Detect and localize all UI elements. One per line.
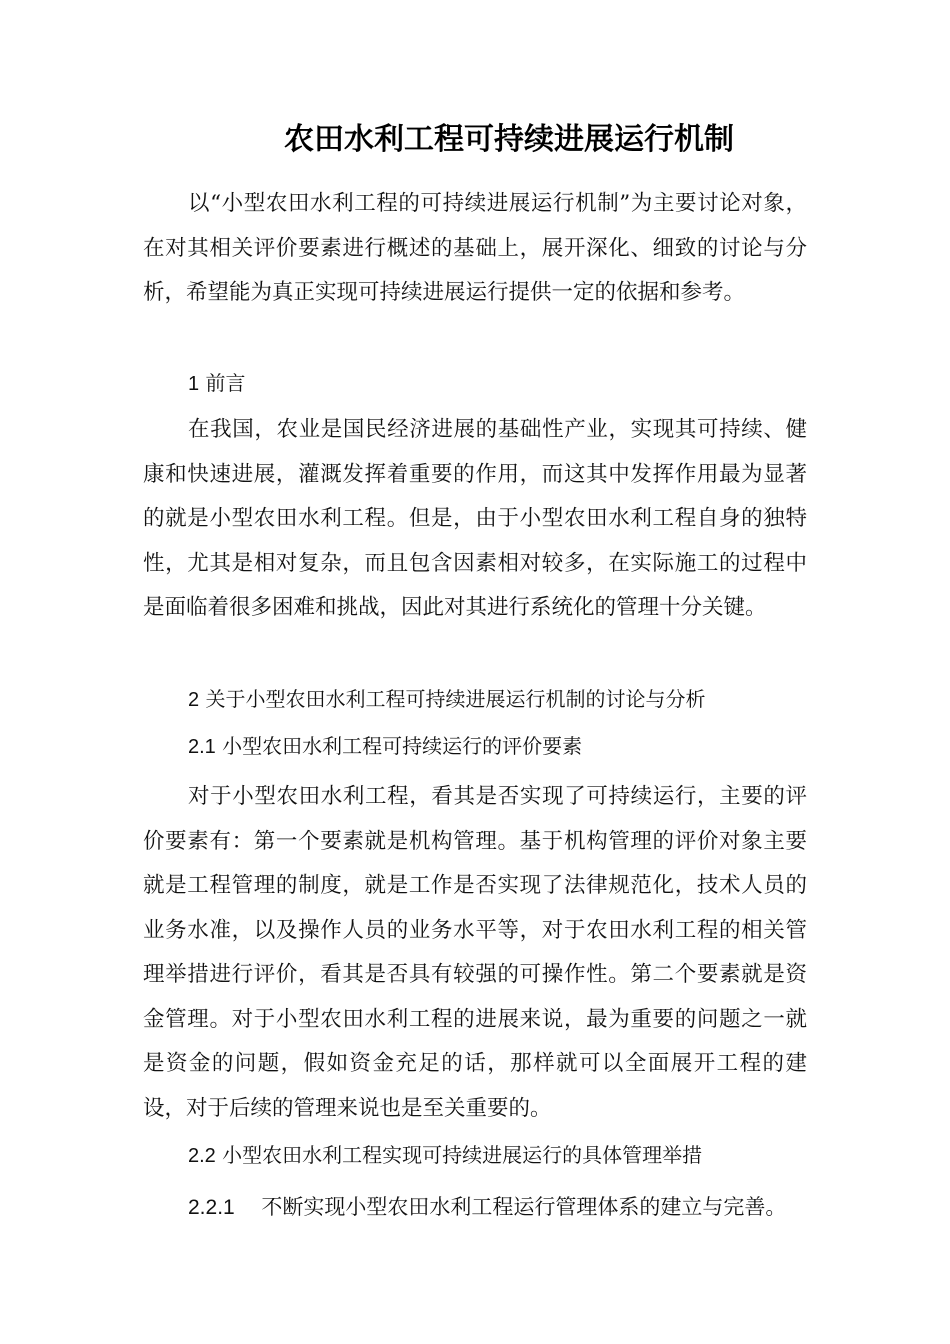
- section-2-2-heading: [188, 1140, 702, 1171]
- section-title: 关于小型农田水利工程可持续进展运行机制的讨论与分析: [205, 687, 706, 711]
- section-1-paragraph: 在我国，农业是国民经济进展的基础性产业，实现其可持续、健康和快速进展，灌溉发挥着重要的作用，而这其中发挥作用最为显著的就是小型农田水利工程。但是，由于小型农田水利工程自身的独特性，尤其是相对复杂，而且包含因素相对较多，在实际施工的过程中是面临着很多困难和挑战，因此对其进行系统化的管理十分关键。: [143, 417, 807, 620]
- document-title: 农田水利工程可持续进展运行机制: [284, 122, 734, 157]
- section-2-1-heading: [188, 731, 582, 762]
- section-number: 2.1: [188, 736, 216, 758]
- section-title: 前言: [205, 371, 246, 395]
- section-1-heading: [188, 368, 245, 399]
- intro-paragraph: 以“小型农田水利工程的可持续进展运行机制”为主要讨论对象，在对其相关评价要素进行概述的基础上，展开深化、细致的讨论与分析，希望能为真正实现可持续进展运行提供一定的依据和参考。: [143, 191, 807, 305]
- section-title: 小型农田水利工程可持续运行的评价要素: [222, 734, 583, 758]
- section-number: 2.2: [188, 1145, 216, 1167]
- section-number: 2: [188, 689, 200, 711]
- section-title: 不断实现小型农田水利工程运行管理体系的建立与完善。: [261, 1195, 787, 1219]
- section-2-1-paragraph: 对于小型农田水利工程，看其是否实现了可持续运行，主要的评价要素有：第一个要素就是机构管理。基于机构管理的评价对象主要就是工程管理的制度，就是工作是否实现了法律规范化，技术人员的业务水准，以及操作人员的业务水平等，对于农田水利工程的相关管理举措进行评价，看其是否具有较强的可操作性。第二个要素就是资金管理。对于小型农田水利工程的进展来说，最为重要的问题之一就是资金的问题，假如资金充足的话，那样就可以全面展开工程的建设，对于后续的管理来说也是至关重要的。: [143, 784, 807, 1121]
- section-number: 1: [188, 373, 200, 395]
- section-2-heading: [188, 684, 705, 715]
- section-number: 2.2.1: [188, 1196, 235, 1219]
- section-title: 小型农田水利工程实现可持续进展运行的具体管理举措: [222, 1143, 703, 1167]
- section-2-2-1-heading: [188, 1192, 786, 1223]
